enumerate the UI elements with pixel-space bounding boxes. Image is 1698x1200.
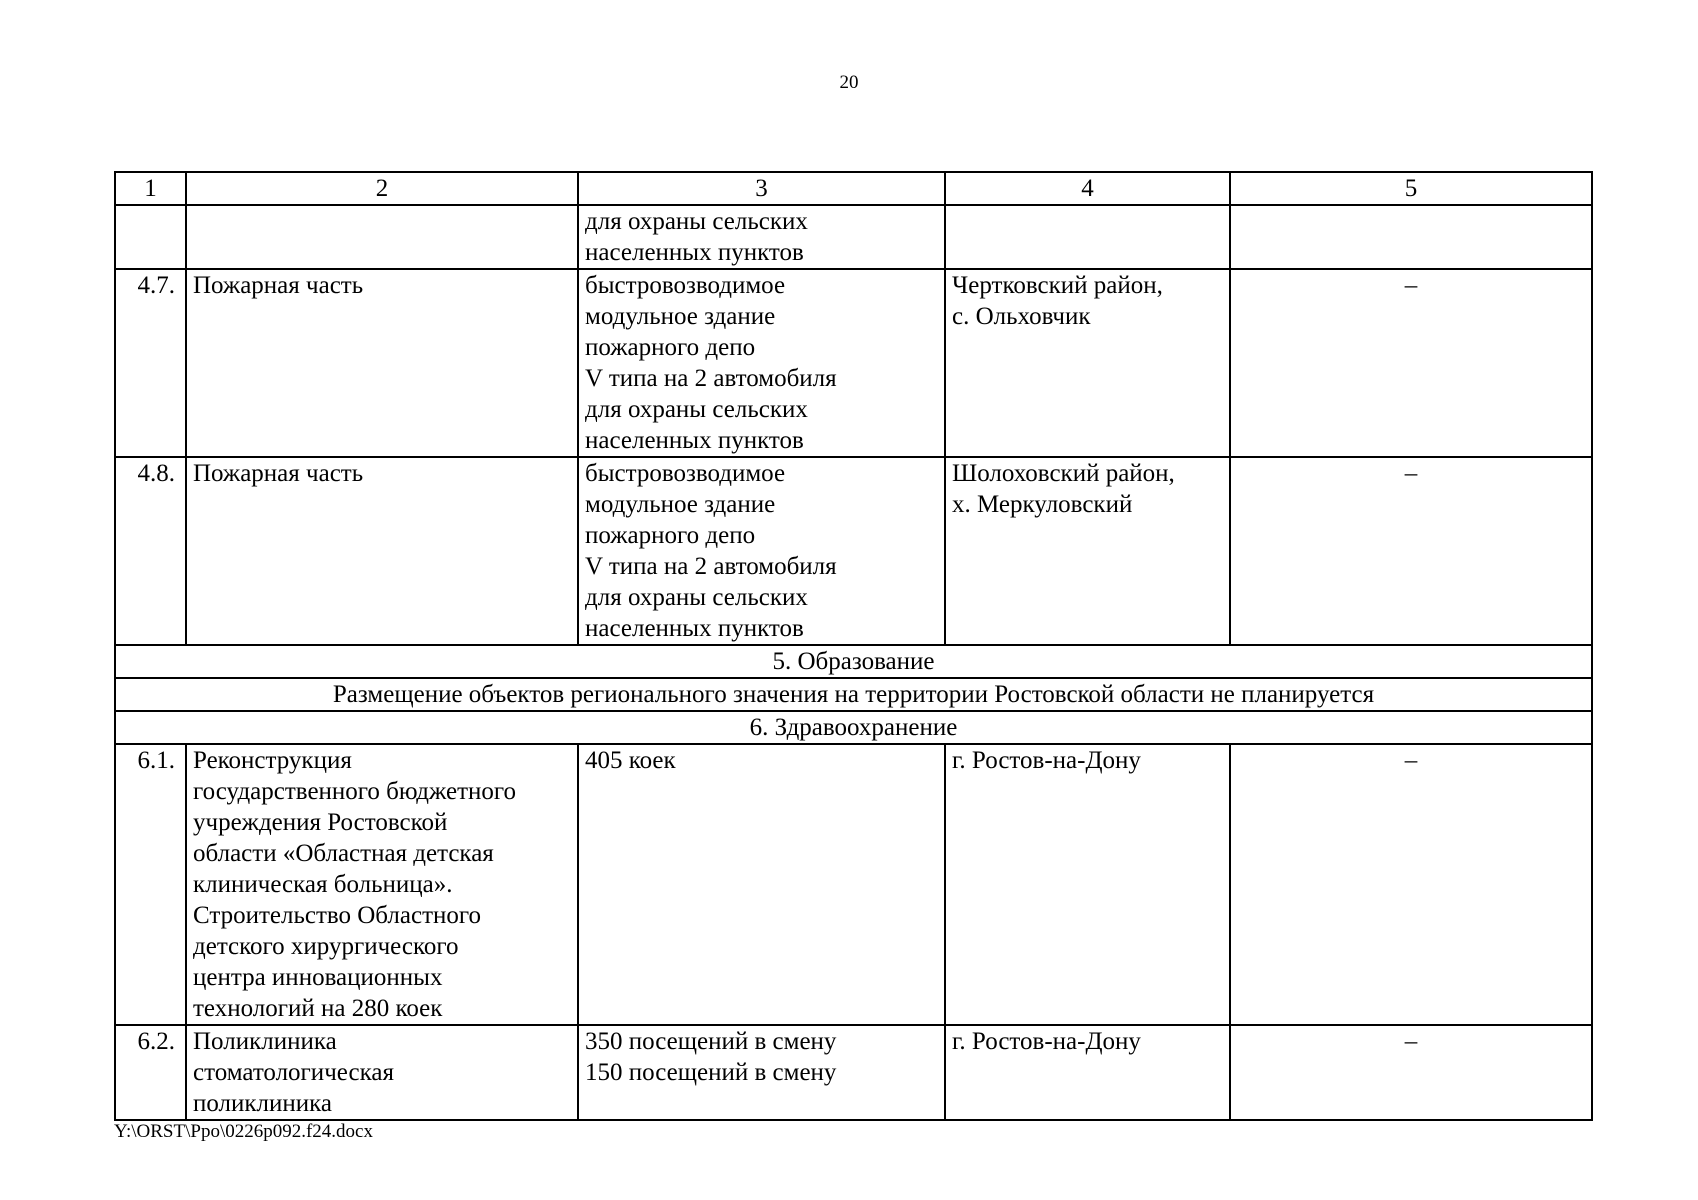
section-5-title: 5. Образование [115,645,1592,678]
cell-number: 6.1. [115,744,186,1025]
section-5-note-row [115,678,1592,711]
cell-number: 4.7. [115,269,186,457]
header-col-4: 4 [945,172,1230,205]
cell-empty [1230,205,1592,269]
header-col-2: 2 [186,172,578,205]
cell-spec: быстровозводимое модульное здание пожарного депо V типа на 2 автомобиля для охраны сельских населенных пунктов [578,457,945,645]
cell-location: г. Ростов-на-Дону [945,744,1230,1025]
cell-name: Пожарная часть [186,457,578,645]
footer-file-path: Y:\ORST\Ppo\0226p092.f24.docx [114,1121,373,1142]
cell-name: Реконструкция государственного бюджетного учреждения Ростовской области «Областная детская клиническая больница». Строительство Областного детского хирургического центра инновационных технологий на 280 коек [186,744,578,1025]
header-col-1: 1 [115,172,186,205]
cell-location: Шолоховский район, х. Меркуловский [945,457,1230,645]
section-6-title-row [115,711,1592,744]
section-6-title: 6. Здравоохранение [115,711,1592,744]
cell-location: Чертковский район, с. Ольховчик [945,269,1230,457]
objects-table [114,171,1593,1121]
header-col-5: 5 [1230,172,1592,205]
cell-number: 6.2. [115,1025,186,1120]
cell-spec: быстровозводимое модульное здание пожарного депо V типа на 2 автомобиля для охраны сельских населенных пунктов [578,269,945,457]
cell-empty [945,205,1230,269]
table-row-4-7 [115,269,1592,457]
table-row-6-1 [115,744,1592,1025]
cell-empty [186,205,578,269]
cell-name: Поликлиника стоматологическая поликлиника [186,1025,578,1120]
cell-spec: 405 коек [578,744,945,1025]
cell-empty [115,205,186,269]
cell-col5: – [1230,457,1592,645]
table-row-4-8 [115,457,1592,645]
cell-name: Пожарная часть [186,269,578,457]
cell-location: г. Ростов-на-Дону [945,1025,1230,1120]
cell-col5: – [1230,744,1592,1025]
section-5-title-row [115,645,1592,678]
cell-number: 4.8. [115,457,186,645]
table-header-row [115,172,1592,205]
cell-col5: – [1230,269,1592,457]
header-col-3: 3 [578,172,945,205]
cell-col5: – [1230,1025,1592,1120]
page-number: 20 [839,72,859,93]
table-row-6-2 [115,1025,1592,1120]
cell-spec: для охраны сельских населенных пунктов [578,205,945,269]
cell-spec: 350 посещений в смену 150 посещений в смену [578,1025,945,1120]
table-row-continuation [115,205,1592,269]
section-5-note: Размещение объектов регионального значения на территории Ростовской области не планируется [115,678,1592,711]
